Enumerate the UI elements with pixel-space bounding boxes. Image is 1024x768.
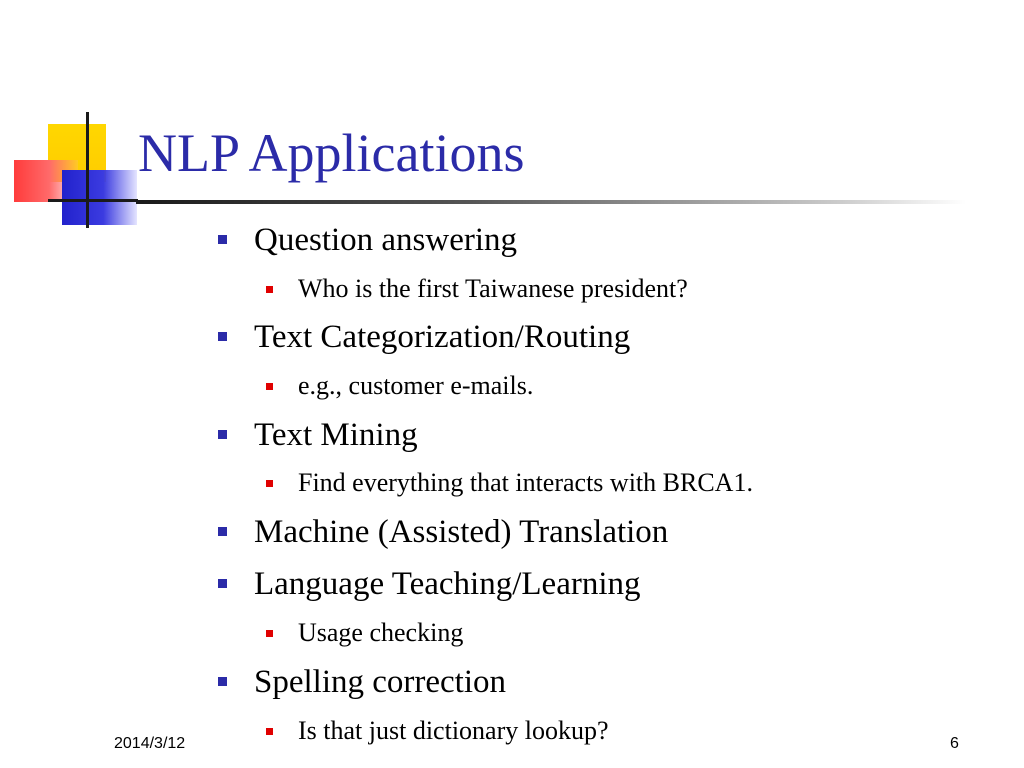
bullet-item (218, 224, 517, 257)
square-bullet-icon (266, 286, 273, 293)
slide-page-number: 6 (950, 735, 959, 752)
square-bullet-icon (218, 235, 227, 244)
sub-bullet-item (266, 620, 463, 646)
footer-date: 2014/3/12 (114, 735, 186, 752)
sub-bullet-text: Find everything that interacts with BRCA1. (298, 468, 753, 497)
square-bullet-icon (266, 383, 273, 390)
square-bullet-icon (218, 677, 227, 686)
bullet-text: Text Mining (254, 417, 418, 453)
bullet-text: Language Teaching/Learning (254, 566, 641, 602)
bullet-item (218, 321, 630, 354)
bullet-text: Text Categorization/Routing (254, 319, 631, 355)
sub-bullet-item (266, 373, 533, 399)
bullet-text: Spelling correction (254, 664, 507, 700)
slide-title: NLP Applications (138, 123, 525, 183)
square-bullet-icon (218, 332, 227, 341)
bullet-text: Machine (Assisted) Translation (254, 514, 669, 550)
sub-bullet-item (266, 718, 609, 744)
square-bullet-icon (218, 527, 227, 536)
sub-bullet-text: Usage checking (298, 618, 464, 647)
sub-bullet-text: Who is the first Taiwanese president? (298, 274, 688, 303)
sub-bullet-item (266, 470, 753, 496)
square-bullet-icon (218, 579, 227, 588)
square-bullet-icon (266, 480, 273, 487)
square-bullet-icon (266, 728, 273, 735)
bullet-item (218, 666, 506, 699)
sub-bullet-text: Is that just dictionary lookup? (298, 716, 609, 745)
sub-bullet-text: e.g., customer e-mails. (298, 371, 534, 400)
square-bullet-icon (218, 430, 227, 439)
bullet-text: Question answering (254, 222, 518, 258)
square-bullet-icon (266, 630, 273, 637)
bullet-item (218, 516, 668, 549)
bullet-item (218, 419, 418, 452)
bullet-item (218, 568, 641, 601)
sub-bullet-item (266, 276, 688, 302)
